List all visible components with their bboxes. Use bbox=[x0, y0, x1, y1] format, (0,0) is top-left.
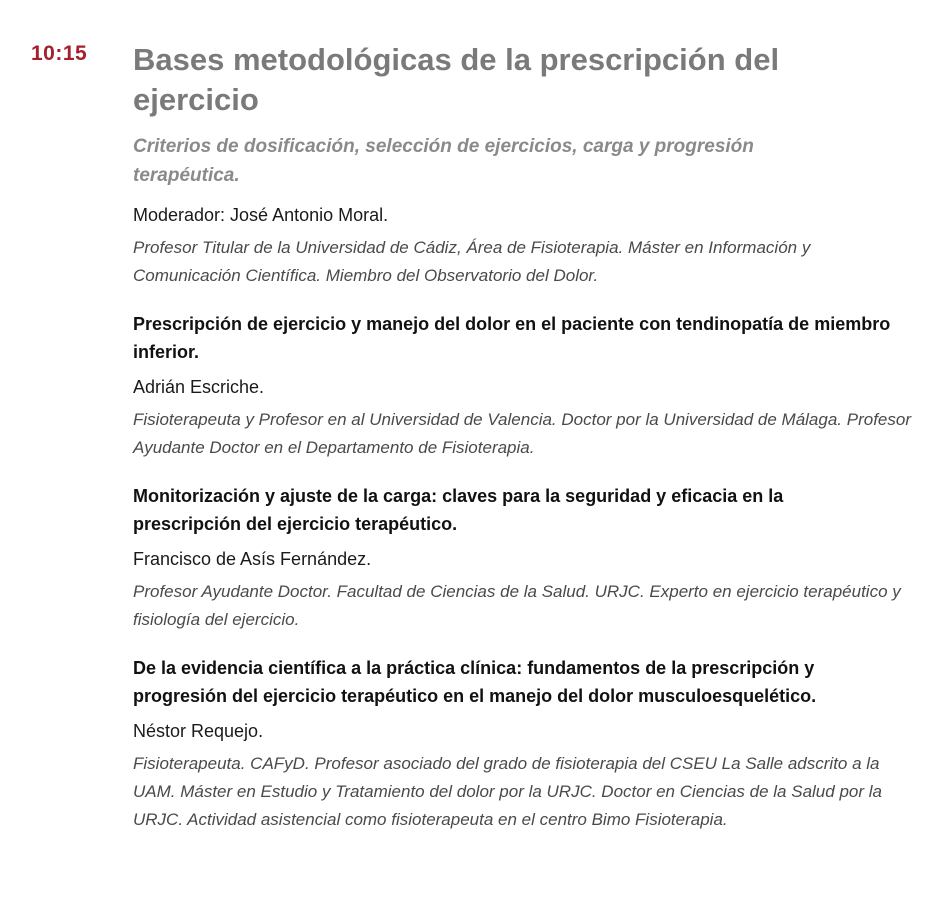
session-title: Bases metodológicas de la prescripción del ejercicio bbox=[133, 42, 780, 117]
session-block bbox=[133, 40, 913, 834]
speaker-bio: Fisioterapeuta y Profesor en al Universidad de Valencia. Doctor por la Universidad de Málaga. Profesor Ayudante Doctor en el Departamento de Fisioterapia. bbox=[133, 410, 911, 457]
talk-title: De la evidencia científica a la práctica clínica: fundamentos de la prescripción y progresión del ejercicio terapéutico en el manejo del dolor musculoesquelético. bbox=[133, 658, 817, 706]
speaker-name: Adrián Escriche. bbox=[133, 377, 265, 397]
session-time: 10:15 bbox=[31, 42, 88, 65]
talk-item bbox=[133, 482, 913, 634]
talk-item bbox=[133, 654, 913, 834]
talk-title: Prescripción de ejercicio y manejo del dolor en el paciente con tendinopatía de miembro inferior. bbox=[133, 314, 891, 362]
talk-title: Monitorización y ajuste de la carga: claves para la seguridad y eficacia en la prescripción del ejercicio terapéutico. bbox=[133, 486, 784, 534]
speaker-bio: Profesor Ayudante Doctor. Facultad de Ciencias de la Salud. URJC. Experto en ejercicio terapéutico y fisiología del ejercicio. bbox=[133, 582, 901, 629]
moderator-bio: Profesor Titular de la Universidad de Cádiz, Área de Fisioterapia. Máster en Información y Comunicación Científica. Miembro del Observatorio del Dolor. bbox=[133, 238, 811, 285]
speaker-bio: Fisioterapeuta. CAFyD. Profesor asociado del grado de fisioterapia del CSEU La Salle adscrito a la UAM. Máster en Estudio y Tratamiento del dolor por la URJC. Doctor en Ciencias de la Salud por la URJC. Actividad asistencial como fisioterapeuta en el centro Bimo Fisioterapia. bbox=[133, 754, 882, 829]
talk-item bbox=[133, 310, 913, 462]
speaker-name: Francisco de Asís Fernández. bbox=[133, 549, 372, 569]
moderator-name: Moderador: José Antonio Moral. bbox=[133, 205, 389, 225]
speaker-name: Néstor Requejo. bbox=[133, 721, 264, 741]
session-subtitle: Criterios de dosificación, selección de ejercicios, carga y progresión terapéutica. bbox=[133, 136, 754, 186]
